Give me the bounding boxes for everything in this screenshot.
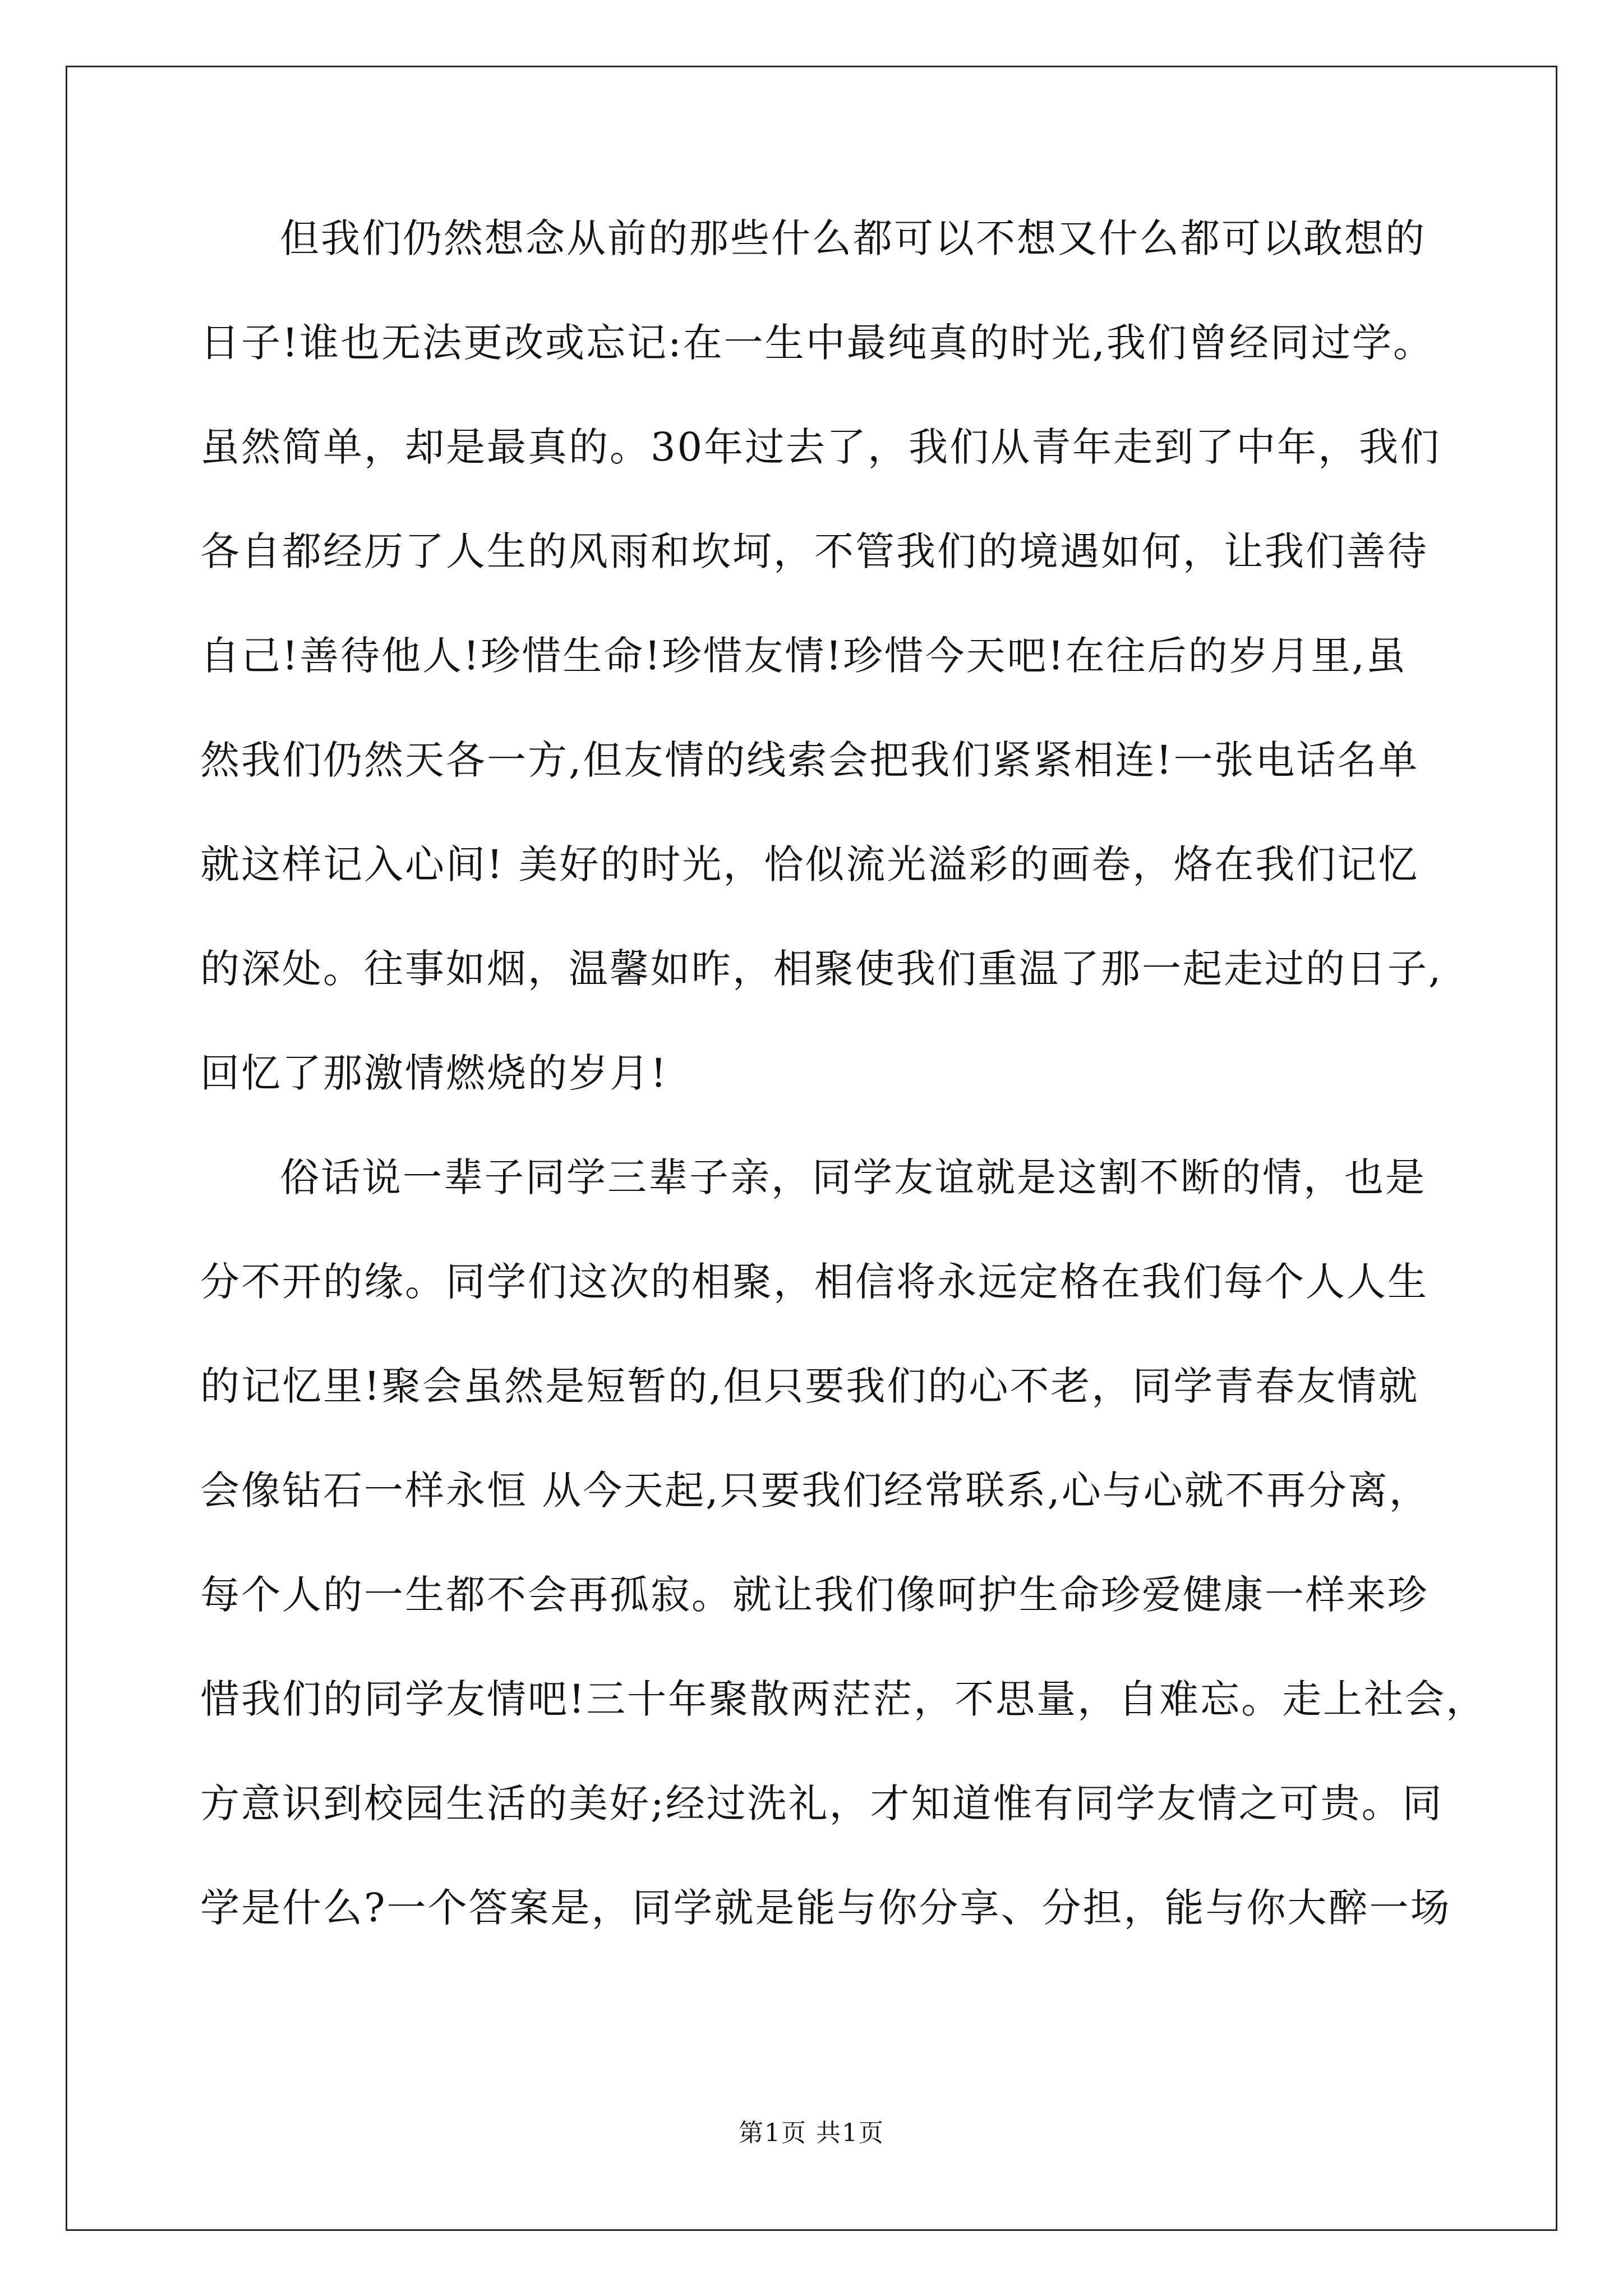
page-number: 第1页 共1页: [739, 2119, 884, 2147]
text-line: 但我们仍然想念从前的那些什么都可以不想又什么都可以敢想的: [280, 215, 1426, 261]
text-line: 会像钻石一样永恒 从今天起,只要我们经常联系,心与心就不再分离，: [200, 1467, 1430, 1513]
text-line: 俗话说一辈子同学三辈子亲，同学友谊就是这割不断的情，也是: [280, 1154, 1426, 1200]
text-line: 分不开的缘。同学们这次的相聚，相信将永远定格在我们每个人人生: [200, 1259, 1428, 1305]
paragraph-2: [200, 1154, 1487, 1990]
text-line: 惜我们的同学友情吧!三十年聚散两茫茫，不思量，自难忘。走上社会，: [200, 1676, 1487, 1722]
text-line: 日子!谁也无法更改或忘记:在一生中最纯真的时光,我们曾经同过学。: [200, 320, 1434, 366]
text-line: 的深处。往事如烟，温馨如昨，相聚使我们重温了那一起走过的日子,: [200, 946, 1443, 992]
text-line: 的记忆里!聚会虽然是短暂的,但只要我们的心不老，同学青春友情就: [200, 1363, 1419, 1409]
text-line: 然我们仍然天各一方,但友情的线索会把我们紧紧相连!一张电话名单: [200, 737, 1419, 783]
text-line: 每个人的一生都不会再孤寂。就让我们像呵护生命珍爱健康一样来珍: [200, 1572, 1428, 1618]
text-line: 自己!善待他人!珍惜生命!珍惜友情!珍惜今天吧!在往后的岁月里,虽: [200, 633, 1407, 679]
paragraph-1: [200, 215, 1443, 1155]
text-line: 各自都经历了人生的风雨和坎坷，不管我们的境遇如何，让我们善待: [200, 528, 1428, 574]
document-body: [200, 215, 1487, 1990]
text-line: 方意识到校园生活的美好;经过洗礼，才知道惟有同学友情之可贵。同: [200, 1780, 1444, 1826]
text-line: 虽然简单，却是最真的。30年过去了，我们从青年走到了中年，我们: [200, 424, 1441, 470]
page-footer: [0, 2119, 1623, 2147]
text-line: 就这样记入心间! 美好的时光，恰似流光溢彩的画卷，烙在我们记忆: [200, 841, 1419, 887]
text-line: 学是什么?一个答案是，同学就是能与你分享、分担，能与你大醉一场: [200, 1885, 1451, 1931]
text-line: 回忆了那激情燃烧的岁月!: [200, 1050, 668, 1096]
